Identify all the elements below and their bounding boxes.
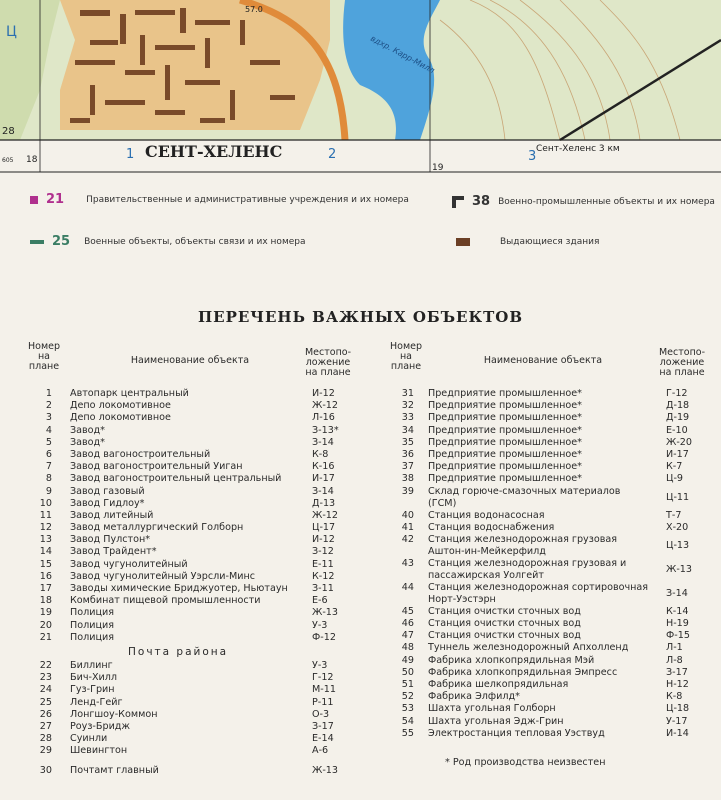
object-location: Ж-12 <box>312 509 339 521</box>
object-name: Почтамт главный <box>70 765 159 777</box>
object-location: Ф-12 <box>312 631 336 643</box>
object-location: И-14 <box>666 727 689 739</box>
list-row <box>0 425 380 437</box>
list-row <box>380 510 721 522</box>
object-number: 2 <box>45 400 52 412</box>
object-location: И-12 <box>312 388 335 399</box>
object-name: Завод Пулстон* <box>70 534 151 546</box>
object-location: К-7 <box>666 461 683 473</box>
list-row <box>380 461 721 473</box>
grid-number: 18 <box>26 155 38 165</box>
object-number: 3 <box>45 412 52 424</box>
object-name: Завод металлургический Голборн <box>70 522 244 534</box>
town-label: СЕНТ-ХЕЛЕНС <box>145 142 283 161</box>
object-location: З-17 <box>312 720 334 732</box>
list-row <box>380 449 721 461</box>
object-number: 27 <box>39 720 52 732</box>
list-row <box>0 473 380 485</box>
list-row <box>0 522 380 534</box>
list-row <box>0 733 380 745</box>
object-name: Комбинат пищевой промышленности <box>70 595 261 607</box>
legend-text: Правительственные и административные учреждения и их номера <box>86 194 409 205</box>
object-name: Завод* <box>70 424 105 436</box>
object-name: Фабрика хлопкопрядильная Мэй <box>428 654 595 666</box>
list-header <box>0 342 380 384</box>
object-location: О-3 <box>312 708 330 720</box>
object-number: 41 <box>401 521 414 533</box>
object-name: Предприятие промышленное* <box>428 461 582 473</box>
road-destination-label: Сент-Хеленс 3 км <box>536 144 620 154</box>
list-row <box>0 400 380 412</box>
list-row <box>380 606 721 618</box>
object-location: Ж-12 <box>312 400 339 412</box>
object-name: Станция очистки сточных вод <box>428 630 581 642</box>
building-block-icon <box>456 238 470 246</box>
object-location: Е-6 <box>312 595 328 607</box>
object-name: Ленд-Гейг <box>70 696 123 708</box>
object-number: 52 <box>401 691 414 703</box>
object-number: 24 <box>39 684 52 696</box>
legend-admin <box>30 192 409 207</box>
object-location: Н-12 <box>666 679 689 690</box>
object-name: Станция железнодорожная грузовая и <box>428 557 627 569</box>
header-location: Местопо- ложение на плане <box>658 347 706 378</box>
object-number: 44 <box>401 581 414 593</box>
object-name: Роуз-Бридж <box>70 720 131 732</box>
list-row <box>0 607 380 619</box>
object-number: 15 <box>39 558 52 570</box>
list-row <box>380 522 721 534</box>
list-row <box>380 679 721 691</box>
object-location: Е-11 <box>312 558 334 570</box>
list-row <box>0 620 380 632</box>
object-number: 18 <box>39 595 52 607</box>
object-name: Фабрика хлопкопрядильная Эмпресс <box>428 666 618 678</box>
list-subheading <box>0 644 380 660</box>
list-row <box>380 473 721 485</box>
object-number: 46 <box>401 618 414 630</box>
legend-text: Военные объекты, объекты связи и их номера <box>84 236 306 247</box>
object-location: Ж-13 <box>312 607 339 619</box>
object-name-continued: Аштон-ин-Мейкерфилд <box>428 545 546 557</box>
list-row <box>380 412 721 424</box>
object-location: М-11 <box>312 684 336 696</box>
object-location: Ж-20 <box>666 436 693 448</box>
object-location: Ц-11 <box>666 491 690 503</box>
object-location: А-6 <box>312 745 329 757</box>
legend-number: 25 <box>52 234 71 249</box>
object-name: Биллинг <box>70 659 113 671</box>
object-name: Станция очистки сточных вод <box>428 618 581 630</box>
grid-number: 3 <box>528 149 537 164</box>
object-number: 54 <box>401 715 414 727</box>
object-location: Е-14 <box>312 733 334 745</box>
object-number: 19 <box>39 607 52 619</box>
object-name: Завод вагоностроительный <box>70 448 211 460</box>
list-row <box>380 655 721 667</box>
object-number: 38 <box>401 473 414 485</box>
grid-number: 2 <box>328 147 337 162</box>
object-name: Завод Трайдент* <box>70 546 157 558</box>
object-number: 23 <box>39 672 52 684</box>
object-location: У-3 <box>312 659 328 671</box>
object-name: Автопарк центральный <box>70 388 189 399</box>
object-location: Ц-13 <box>666 539 690 551</box>
object-name: Лонгшоу-Коммон <box>70 708 158 720</box>
legend-text: Выдающиеся здания <box>500 237 600 247</box>
object-location: Л-16 <box>312 412 335 424</box>
list-row <box>380 534 721 558</box>
list-row <box>0 412 380 424</box>
object-location: К-14 <box>666 605 689 617</box>
object-name: Заводы химические Бриджуотер, Ньютаун <box>70 583 288 594</box>
list-row <box>0 697 380 709</box>
object-number: 48 <box>401 642 414 654</box>
legend-buildings <box>456 237 599 247</box>
object-number: 32 <box>401 400 414 412</box>
footnote: * Род производства неизвестен <box>445 757 606 768</box>
object-location: Д-18 <box>666 400 690 412</box>
object-location: З-14 <box>666 587 688 599</box>
list-header <box>380 342 721 384</box>
list-row <box>0 510 380 522</box>
military-bar-icon <box>30 240 44 244</box>
list-left-column <box>0 342 380 778</box>
object-number: 45 <box>401 605 414 617</box>
object-number: 16 <box>39 570 52 582</box>
object-number: 47 <box>401 630 414 642</box>
corner-label: 28 <box>2 126 15 137</box>
object-location: З-13* <box>312 424 339 436</box>
list-row <box>0 721 380 733</box>
object-name: Туннель железнодорожный Апхолленд <box>428 642 629 654</box>
list-row <box>0 534 380 546</box>
object-name: Гуз-Грин <box>70 684 115 696</box>
object-number: 49 <box>401 654 414 666</box>
object-name: Депо локомотивное <box>70 400 171 412</box>
list-row <box>0 709 380 721</box>
object-name: Предприятие промышленное* <box>428 388 582 399</box>
list-row <box>380 558 721 582</box>
object-number: 30 <box>39 765 52 777</box>
object-location: Г-12 <box>312 672 334 684</box>
list-row <box>0 461 380 473</box>
object-location: Ц-9 <box>666 473 684 485</box>
object-location: Ж-13 <box>666 563 693 575</box>
object-location: Ц-18 <box>666 703 690 715</box>
object-location: Д-19 <box>666 412 690 424</box>
object-location: Т-7 <box>666 509 682 521</box>
list-row <box>0 595 380 607</box>
object-number: 11 <box>39 509 52 521</box>
header-name: Наименование объекта <box>130 355 250 366</box>
object-location: Л-1 <box>666 642 683 654</box>
object-location: И-17 <box>312 473 335 485</box>
legend-military-industrial <box>452 194 715 209</box>
grid-letter-left: Ц <box>6 24 17 40</box>
header-name: Наименование объекта <box>483 355 603 366</box>
list-row <box>380 582 721 606</box>
object-number: 6 <box>45 448 52 460</box>
list-row <box>0 388 380 400</box>
legend-number: 21 <box>46 192 65 207</box>
object-number: 55 <box>401 727 414 739</box>
object-name: Завод Гидлоу* <box>70 497 145 509</box>
object-number: 36 <box>401 448 414 460</box>
object-name: Электростанция тепловая Уэствуд <box>428 727 605 739</box>
reservoir-label: вдхр. Карр-Милл <box>369 33 437 76</box>
object-number: 29 <box>39 745 52 757</box>
object-location: З-14 <box>312 485 334 497</box>
object-location: Ф-15 <box>666 630 690 642</box>
list-row <box>0 498 380 510</box>
list-row <box>0 437 380 449</box>
list-row <box>0 672 380 684</box>
object-location: Л-8 <box>666 654 683 666</box>
map-canvas <box>0 0 721 175</box>
subheading-text: Почта района <box>128 645 229 658</box>
legend-number: 38 <box>472 194 491 209</box>
list-row <box>0 632 380 644</box>
list-row <box>0 571 380 583</box>
object-name-continued: Норт-Уэстэрн <box>428 593 496 605</box>
object-name: Склад горюче-смазочных материалов <box>428 485 621 497</box>
object-number: 31 <box>401 388 414 399</box>
object-name: Станция водонасосная <box>428 509 545 521</box>
object-location: И-12 <box>312 534 335 546</box>
list-row <box>0 745 380 757</box>
list-row <box>380 388 721 400</box>
object-number: 42 <box>401 533 414 545</box>
object-number: 8 <box>45 473 52 485</box>
object-location: З-17 <box>666 666 688 678</box>
object-name: Станция железнодорожная сортировочная <box>428 581 649 593</box>
object-location: К-8 <box>312 448 329 460</box>
list-row <box>0 546 380 558</box>
object-number: 35 <box>401 436 414 448</box>
list-row <box>380 425 721 437</box>
object-number: 34 <box>401 424 414 436</box>
legend-text: Военно-промышленные объекты и их номера <box>498 196 715 207</box>
object-location: Ц-17 <box>312 522 336 534</box>
object-location: Р-11 <box>312 696 334 708</box>
object-location: К-8 <box>666 691 683 703</box>
object-number: 53 <box>401 703 414 715</box>
grid-number: 1 <box>126 147 135 162</box>
object-number: 5 <box>45 436 52 448</box>
object-number: 17 <box>39 583 52 594</box>
object-location: У-3 <box>312 619 328 631</box>
list-row <box>0 765 380 777</box>
object-name: Предприятие промышленное* <box>428 473 582 485</box>
object-number: 25 <box>39 696 52 708</box>
object-number: 20 <box>39 619 52 631</box>
object-location: Г-12 <box>666 388 688 399</box>
object-name: Фабрика Элфилд* <box>428 691 520 703</box>
object-name: Предприятие промышленное* <box>428 448 582 460</box>
list-row <box>380 642 721 654</box>
object-name-continued: пассажирская Уолгейт <box>428 569 544 581</box>
list-row <box>380 618 721 630</box>
object-name: Полиция <box>70 619 114 631</box>
header-location: Местопо- ложение на плане <box>304 347 352 378</box>
object-name: Завод литейный <box>70 509 154 521</box>
object-name: Предприятие промышленное* <box>428 424 582 436</box>
list-row <box>380 667 721 679</box>
object-number: 33 <box>401 412 414 424</box>
object-name: Шахта угольная Голборн <box>428 703 556 715</box>
list-row <box>0 559 380 571</box>
list-row <box>0 684 380 696</box>
object-name: Полиция <box>70 607 114 619</box>
object-number: 22 <box>39 659 52 671</box>
object-name: Фабрика шелкопрядильная <box>428 679 569 690</box>
object-name: Завод вагоностроительный Уиган <box>70 461 243 473</box>
object-name: Депо локомотивное <box>70 412 171 424</box>
list-row <box>0 449 380 461</box>
object-number: 4 <box>45 424 52 436</box>
object-name: Полиция <box>70 631 114 643</box>
object-name: Станция железнодорожная грузовая <box>428 533 618 545</box>
object-location: И-17 <box>666 448 689 460</box>
object-number: 43 <box>401 557 414 569</box>
object-location: К-12 <box>312 570 335 582</box>
object-name: Завод чугунолитейный <box>70 558 188 570</box>
legend-military <box>30 234 306 249</box>
list-row <box>0 583 380 595</box>
object-name: Завод* <box>70 436 105 448</box>
object-number: 50 <box>401 666 414 678</box>
object-number: 10 <box>39 497 52 509</box>
object-name: Предприятие промышленное* <box>428 412 582 424</box>
corner-small-label: 605 <box>2 157 14 164</box>
corner-symbol-icon <box>452 196 464 208</box>
object-location: Н-19 <box>666 618 689 630</box>
height-label: 57.0 <box>245 5 263 14</box>
object-number: 9 <box>45 485 52 497</box>
header-number: Номер на плане <box>390 341 422 372</box>
object-name: Завод газовый <box>70 485 145 497</box>
object-number: 7 <box>45 461 52 473</box>
object-location: З-12 <box>312 546 334 558</box>
object-location: К-16 <box>312 461 335 473</box>
object-number: 21 <box>39 631 52 643</box>
list-row <box>380 486 721 510</box>
object-number: 37 <box>401 461 414 473</box>
object-name: Станция очистки сточных вод <box>428 605 581 617</box>
object-location: Х-20 <box>666 521 689 533</box>
object-name: Завод чугунолитейный Уэрсли-Минс <box>70 570 256 582</box>
object-number: 28 <box>39 733 52 745</box>
object-number: 13 <box>39 534 52 546</box>
list-right-column <box>380 342 721 740</box>
object-name: Предприятие промышленное* <box>428 400 582 412</box>
object-name: Станция водоснабжения <box>428 521 555 533</box>
object-number: 51 <box>401 679 414 690</box>
object-number: 26 <box>39 708 52 720</box>
object-location: З-11 <box>312 583 334 594</box>
grid-number: 19 <box>432 163 444 173</box>
object-location: Д-13 <box>312 497 336 509</box>
object-name: Предприятие промышленное* <box>428 436 582 448</box>
list-row <box>380 691 721 703</box>
object-name: Шевингтон <box>70 745 128 757</box>
object-location: З-14 <box>312 436 334 448</box>
list-row <box>380 703 721 715</box>
object-number: 14 <box>39 546 52 558</box>
list-title: ПЕРЕЧЕНЬ ВАЖНЫХ ОБЪЕКТОВ <box>197 308 524 326</box>
object-number: 39 <box>401 485 414 497</box>
object-number: 1 <box>45 388 52 399</box>
object-name: Суинли <box>70 733 108 745</box>
object-name: Бич-Хилл <box>70 672 118 684</box>
object-number: 12 <box>39 522 52 534</box>
object-location: У-17 <box>666 715 688 727</box>
list-row <box>380 630 721 642</box>
object-name: Шахта угольная Эдж-Грин <box>428 715 564 727</box>
list-row <box>380 400 721 412</box>
admin-square-icon <box>30 196 38 204</box>
object-location: Е-10 <box>666 424 688 436</box>
header-number: Номер на плане <box>28 341 60 372</box>
list-row <box>0 660 380 672</box>
map-excerpt[interactable] <box>0 0 721 175</box>
list-row <box>0 486 380 498</box>
object-location: Ж-13 <box>312 765 339 777</box>
list-row <box>380 728 721 740</box>
list-row <box>380 437 721 449</box>
object-name-continued: (ГСМ) <box>428 497 457 509</box>
object-number: 40 <box>401 509 414 521</box>
list-row <box>380 716 721 728</box>
object-name: Завод вагоностроительный центральный <box>70 473 282 485</box>
